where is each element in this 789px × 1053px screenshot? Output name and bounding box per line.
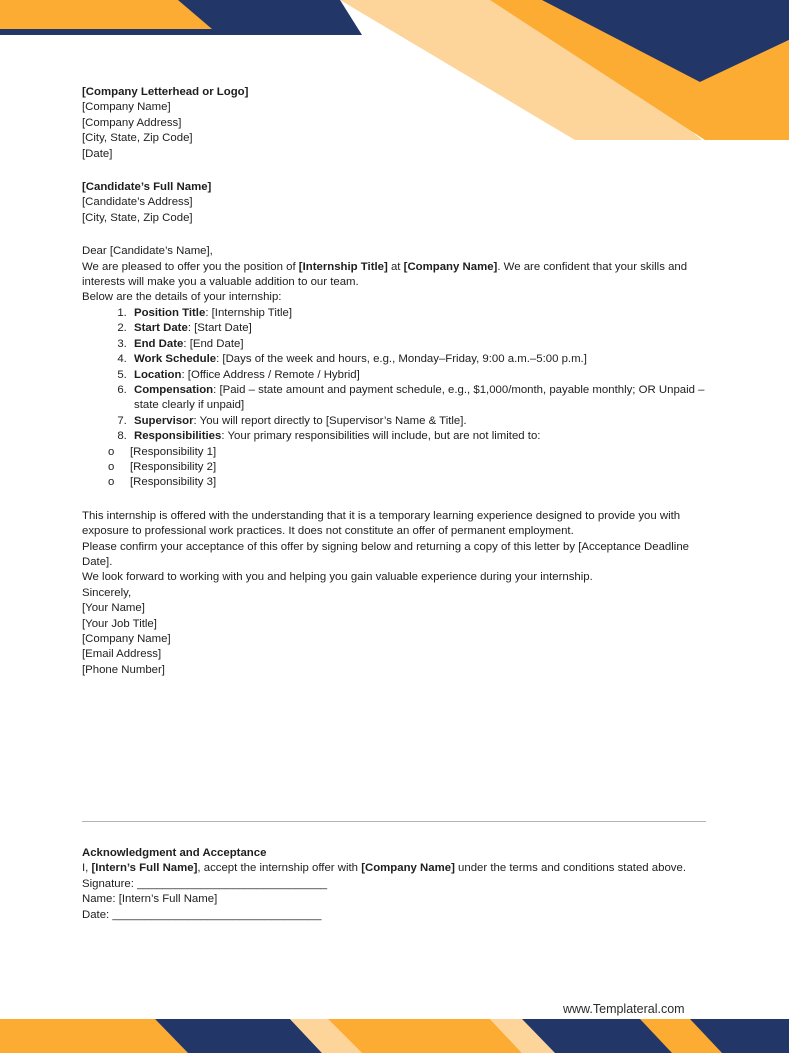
- signer-name: [Your Name]: [82, 602, 145, 615]
- website-link[interactable]: www.Templateral.com: [563, 1002, 685, 1016]
- detail-text: : You will report directly to [Supervisor’s Name & Title].: [193, 414, 467, 427]
- recipient-block: [82, 180, 712, 226]
- letter-date: [Date]: [82, 147, 113, 160]
- signer-job-title: [Your Job Title]: [82, 617, 157, 630]
- top-left-navy-stripe: [0, 0, 362, 35]
- acceptance-intern-name: [Intern’s Full Name]: [91, 862, 198, 875]
- confirmation-note: Please confirm your acceptance of this offer by signing below and returning a copy of this letter by [Acceptance Deadline Date].: [82, 540, 690, 568]
- details-intro: Below are the details of your internship:: [82, 291, 282, 304]
- intro-text-3: . We are confident that your skills and interests will make you a valuable addition to our team.: [82, 260, 688, 289]
- detail-label: End Date: [134, 337, 184, 350]
- detail-item: [130, 383, 712, 414]
- detail-text: : Your primary responsibilities will include, but are not limited to:: [221, 430, 541, 443]
- detail-text: : [Paid – state amount and payment schedule, e.g., $1,000/month, payable monthly; OR Unpaid – state clearly if unpaid]: [134, 383, 705, 412]
- sincerely: Sincerely,: [82, 586, 132, 599]
- signer-email: [Email Address]: [82, 648, 162, 661]
- bottom-orange-right: [640, 1019, 722, 1053]
- acceptance-text-2: , accept the internship offer with: [197, 862, 362, 875]
- acceptance-company-name: [Company Name]: [361, 862, 455, 875]
- salutation: Dear [Candidate’s Name],: [82, 245, 213, 258]
- responsibility-item: o [Responsibility 1]: [130, 445, 712, 460]
- acceptance-text-3: under the terms and conditions stated above.: [454, 862, 686, 875]
- bottom-navy-left: [155, 1019, 322, 1053]
- top-left-orange-stripe: [0, 0, 212, 29]
- section-divider: [82, 821, 706, 822]
- detail-text: : [Internship Title]: [205, 306, 293, 319]
- date-line: Date: _________________________________: [82, 908, 322, 921]
- detail-text: : [Days of the week and hours, e.g., Monday–Friday, 9:00 a.m.–5:00 p.m.]: [216, 353, 587, 366]
- detail-label: Supervisor: [134, 414, 194, 427]
- intro-internship-title: [Internship Title]: [298, 260, 388, 273]
- closing-note: We look forward to working with you and helping you gain valuable experience during your internship.: [82, 571, 593, 584]
- intro-text-2: at: [387, 260, 404, 273]
- sender-company-name: [Company Name]: [82, 101, 171, 114]
- sender-block: [82, 85, 712, 162]
- detail-item: [130, 352, 712, 367]
- bottom-orange-mid: [328, 1019, 522, 1053]
- bottom-navy-right: [522, 1019, 789, 1053]
- intro-company-name: [Company Name]: [403, 260, 498, 273]
- signature-line: Signature: ______________________________: [82, 877, 328, 890]
- detail-text: : [Start Date]: [187, 322, 252, 335]
- detail-text: : [Office Address / Remote / Hybrid]: [181, 368, 360, 381]
- responsibility-item: o [Responsibility 3]: [130, 475, 712, 490]
- recipient-address: [Candidate’s Address]: [82, 196, 193, 209]
- detail-item: [130, 429, 712, 444]
- details-list: [82, 306, 712, 445]
- detail-text: : [End Date]: [183, 337, 244, 350]
- detail-label: Location: [134, 368, 182, 381]
- bottom-peach-mid: [290, 1019, 362, 1053]
- sender-city-state-zip: [City, State, Zip Code]: [82, 132, 193, 145]
- signoff-block: [82, 586, 712, 678]
- recipient-name: [Candidate’s Full Name]: [82, 181, 212, 194]
- detail-label: Responsibilities: [134, 430, 222, 443]
- sender-company-address: [Company Address]: [82, 116, 182, 129]
- acknowledgment-heading: Acknowledgment and Acceptance: [82, 847, 267, 859]
- letterhead-placeholder: [Company Letterhead or Logo]: [82, 86, 249, 98]
- bottom-orange-left: [0, 1019, 188, 1053]
- intro-text-1: We are pleased to offer you the position of: [82, 260, 299, 273]
- acceptance-text-1: I,: [82, 862, 92, 875]
- acceptance-statement: [82, 861, 722, 876]
- responsibilities-list: [82, 445, 712, 491]
- temporary-internship-note: This internship is offered with the understanding that it is a temporary learning experience designed to provide you with exposure to professional work practices. It does not constitute an offer of permanent employment.: [82, 509, 681, 538]
- top-right-navy-band: [542, 0, 789, 82]
- detail-label: Start Date: [134, 322, 188, 335]
- details-section: [82, 306, 712, 491]
- detail-item: [130, 368, 712, 383]
- acknowledgment-section: [82, 846, 722, 923]
- recipient-city-state-zip: [City, State, Zip Code]: [82, 211, 193, 224]
- intern-name-line: Name: [Intern’s Full Name]: [82, 893, 218, 906]
- intro-paragraph: [82, 260, 712, 291]
- letter-body: [82, 85, 712, 678]
- signer-phone: [Phone Number]: [82, 663, 165, 676]
- detail-item: [130, 306, 712, 321]
- detail-label: Work Schedule: [134, 353, 217, 366]
- detail-item: [130, 321, 712, 336]
- detail-label: Compensation: [134, 383, 214, 396]
- responsibility-item: o [Responsibility 2]: [130, 460, 712, 475]
- signer-company: [Company Name]: [82, 633, 171, 645]
- bottom-peach-right: [490, 1019, 555, 1053]
- detail-item: [130, 414, 712, 429]
- top-right-orange-wedge: [700, 40, 789, 140]
- detail-label: Position Title: [134, 306, 206, 319]
- detail-item: [130, 337, 712, 352]
